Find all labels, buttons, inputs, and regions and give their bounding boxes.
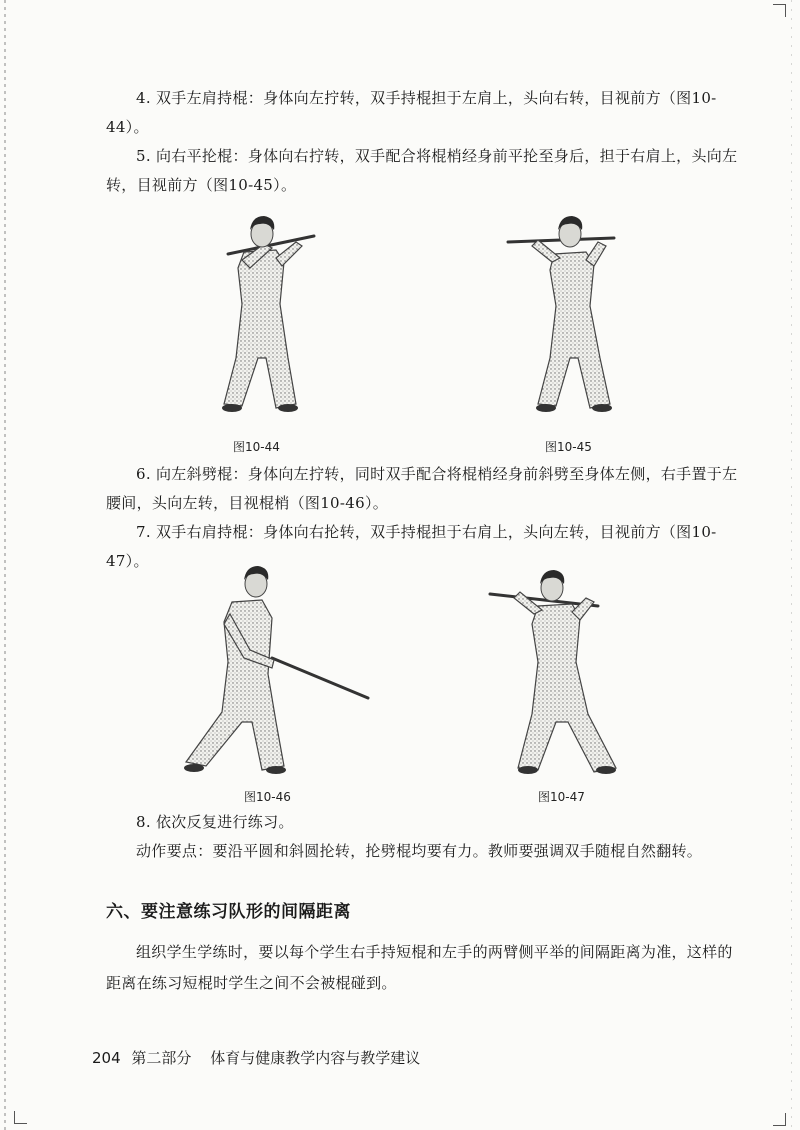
footer-title: 体育与健康教学内容与教学建议 [210,1049,421,1067]
section-heading: 六、要注意练习队形的间隔距离 [106,902,351,922]
step-6-text: 6. 向左斜劈棍：身体向左拧转，同时双手配合将棍梢经身前斜劈至身体左侧，右手置于左腰间，头向左转，目视棍梢（图10-46）。 [106,465,738,512]
step-7-text: 7. 双手右肩持棍：身体向右抡转，双手持棍担于右肩上，头向左转，目视前方（图10-47）。 [106,523,717,570]
step-4-text: 4. 双手左肩持棍：身体向左拧转，双手持棍担于左肩上，头向右转，目视前方（图10-44）。 [106,89,717,136]
page-number: 204 [92,1049,121,1067]
martial-artist-diagonal-chop-staff-icon [172,562,372,782]
figure-10-44-caption: 图10-44 [233,440,280,454]
scan-edge-right [791,0,792,1130]
figure-10-45 [502,208,652,418]
page-footer [92,1047,420,1068]
section-body: 组织学生学练时，要以每个学生右手持短棍和左手的两臂侧平举的间隔距离为准，这样的距离在练习短棍时学生之间不会被棍碰到。 [106,943,733,992]
crop-mark-bottom-left [14,1111,27,1124]
figure-10-45-caption: 图10-45 [545,440,592,454]
figure-10-46-caption: 图10-46 [244,790,291,804]
step-8-text: 8. 依次反复进行练习。 [136,813,294,831]
footer-part: 第二部分 [131,1049,192,1067]
crop-mark-top-right [773,4,786,17]
figure-10-44 [192,208,332,418]
scan-edge-left [4,0,6,1130]
figure-10-47 [486,562,646,782]
martial-artist-left-shoulder-staff-icon [192,208,332,418]
martial-artist-right-shoulder-staff-icon [486,562,646,782]
step-5-text: 5. 向右平抡棍：身体向右拧转，双手配合将棍梢经身前平抡至身后，担于右肩上，头向左转，目视前方（图10-45）。 [106,147,738,194]
crop-mark-bottom-right [773,1113,786,1126]
key-points-text: 动作要点：要沿平圆和斜圆抡转，抡劈棍均要有力。教师要强调双手随棍自然翻转。 [136,842,703,860]
martial-artist-right-swing-staff-icon [502,208,652,418]
figure-10-46 [172,562,372,782]
figure-10-47-caption: 图10-47 [538,790,585,804]
